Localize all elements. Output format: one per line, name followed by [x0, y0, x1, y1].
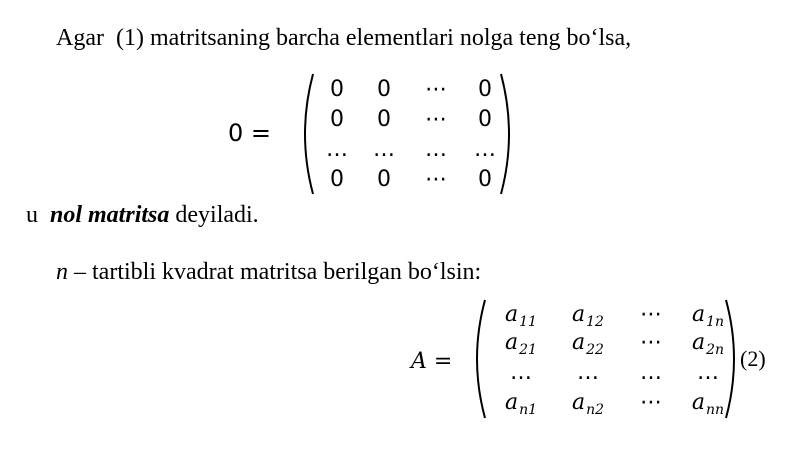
a-matrix-cell: $a_{11}$ [505, 302, 537, 330]
a-matrix-cell: $a_{1n}$ [691, 302, 725, 330]
a-matrix-cell: ⋯ [640, 390, 662, 415]
zero-matrix-cell: 0 [377, 107, 391, 132]
zero-matrix-cell: ⋯ [425, 167, 447, 192]
a-matrix-cell: … [577, 360, 599, 385]
term-zero-matrix: nol matritsa [50, 202, 170, 228]
a-matrix-cell: … [510, 360, 532, 385]
zero-matrix-grid [318, 79, 510, 199]
zero-matrix-cell: 0 [330, 167, 344, 192]
square-matrix-text: – tartibli kvadrat matritsa berilgan bo‘lsin: [68, 259, 482, 285]
a-matrix-cell: $a_{21}$ [505, 330, 537, 358]
zero-matrix-cell: ⋯ [425, 77, 447, 102]
zero-matrix-lhs: 0 = [228, 119, 272, 147]
zero-matrix-left-paren [293, 72, 317, 196]
a-matrix-cell: $a_{2n}$ [691, 330, 725, 358]
zero-matrix-cell: 0 [377, 77, 391, 102]
zero-matrix-cell: … [474, 137, 496, 162]
paragraph-square-matrix [56, 260, 481, 284]
equation-number: (2) [740, 346, 766, 371]
a-matrix-cell: … [640, 360, 662, 385]
a-matrix-cell: ⋯ [640, 302, 662, 327]
a-matrix-left-paren [465, 298, 489, 420]
a-matrix-cell: $a_{nn}$ [691, 390, 725, 418]
zero-matrix-right-paren [497, 72, 521, 196]
zero-matrix-cell: 0 [330, 77, 344, 102]
zero-matrix-cell: ⋯ [425, 107, 447, 132]
a-matrix-cell: ⋯ [640, 330, 662, 355]
zero-matrix-cell: 0 [478, 167, 492, 192]
a-matrix-lhs: A = [411, 349, 453, 374]
a-matrix-grid [490, 304, 738, 422]
zero-matrix-cell: 0 [478, 107, 492, 132]
definition-suffix: deyiladi. [169, 202, 259, 228]
a-matrix-cell: … [697, 360, 719, 385]
order-variable: n [56, 259, 68, 285]
zero-matrix-cell: 0 [478, 77, 492, 102]
zero-matrix-cell: … [425, 137, 447, 162]
a-matrix-cell: $a_{n2}$ [571, 390, 605, 418]
zero-matrix-cell: … [373, 137, 395, 162]
paragraph-zero-condition: Agar (1) matritsaning barcha elementlari nolga teng bo‘lsa, [56, 25, 632, 51]
a-matrix-cell: $a_{n1}$ [504, 390, 538, 418]
definition-prefix: u [26, 202, 50, 228]
zero-matrix-cell: 0 [377, 167, 391, 192]
a-matrix-cell: $a_{22}$ [572, 330, 604, 358]
paragraph-zero-matrix-definition [26, 203, 259, 227]
zero-matrix-cell: 0 [330, 107, 344, 132]
zero-matrix-cell: … [326, 137, 348, 162]
a-matrix-cell: $a_{12}$ [572, 302, 604, 330]
